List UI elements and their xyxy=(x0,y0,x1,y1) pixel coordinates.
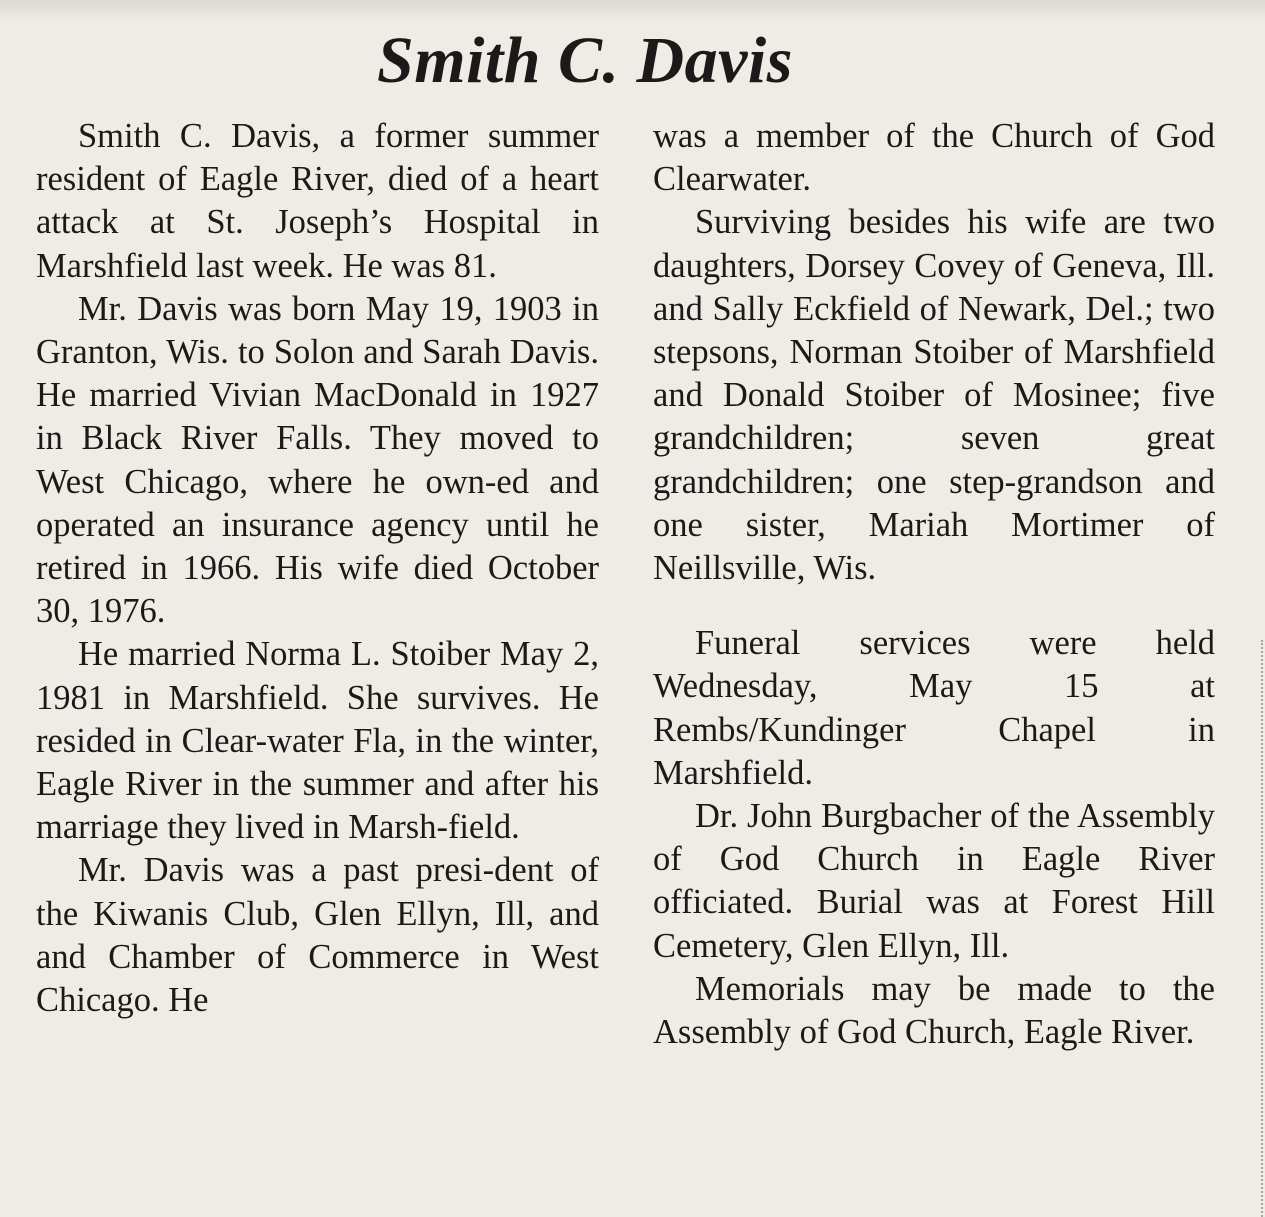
paragraph-intro: Smith C. Davis, a former summer resident of Eagle River, died of a heart attack at St. Joseph’s Hospital in Marshfield last week. He was 81. xyxy=(36,117,599,285)
paragraph-early-life: Mr. Davis was born May 19, 1903 in Granton, Wis. to Solon and Sarah Davis. He married Vivian MacDonald in 1927 in Black River Falls. They moved to West Chicago, where he own-ed and operated an insurance agency until he retired in 1966. His wife died October 30, 1976. xyxy=(36,289,599,631)
paragraph-church-continued: was a member of the Church of God Clearwater. xyxy=(653,117,1215,199)
right-column xyxy=(653,115,1215,1054)
paragraph-officiant-burial: Dr. John Burgbacher of the Assembly of God Church in Eagle River officiated. Burial was at Forest Hill Cemetery, Glen Ellyn, Ill. xyxy=(653,797,1215,965)
left-column xyxy=(36,115,599,1022)
paragraph-civic-activities: Mr. Davis was a past presi-dent of the Kiwanis Club, Glen Ellyn, Ill, and and Chamber of Commerce in West Chicago. He xyxy=(36,851,599,1020)
paragraph-memorials: Memorials may be made to the Assembly of God Church, Eagle River. xyxy=(653,969,1215,1052)
paragraph-second-marriage: He married Norma L. Stoiber May 2, 1981 in Marshfield. She survives. He resided in Clear-water Fla, in the winter, Eagle River in the summer and after his marriage they lived in Marsh-field. xyxy=(36,635,599,847)
paragraph-funeral-services: Funeral services were held Wednesday, May 15 at Rembs/Kundinger Chapel in Marshfield. xyxy=(653,624,1215,792)
paragraph-survivors: Surviving besides his wife are two daughters, Dorsey Covey of Geneva, Ill. and Sally Eckfield of Newark, Del.; two stepsons, Norman Stoiber of Marshfield and Donald Stoiber of Mosinee; five grandchildren; seven great grandchildren; one step-grandson and one sister, Mariah Mortimer of Neillsville, Wis. xyxy=(653,203,1215,588)
perforated-edge xyxy=(1261,640,1263,1217)
obituary-headline: Smith C. Davis xyxy=(377,24,793,97)
